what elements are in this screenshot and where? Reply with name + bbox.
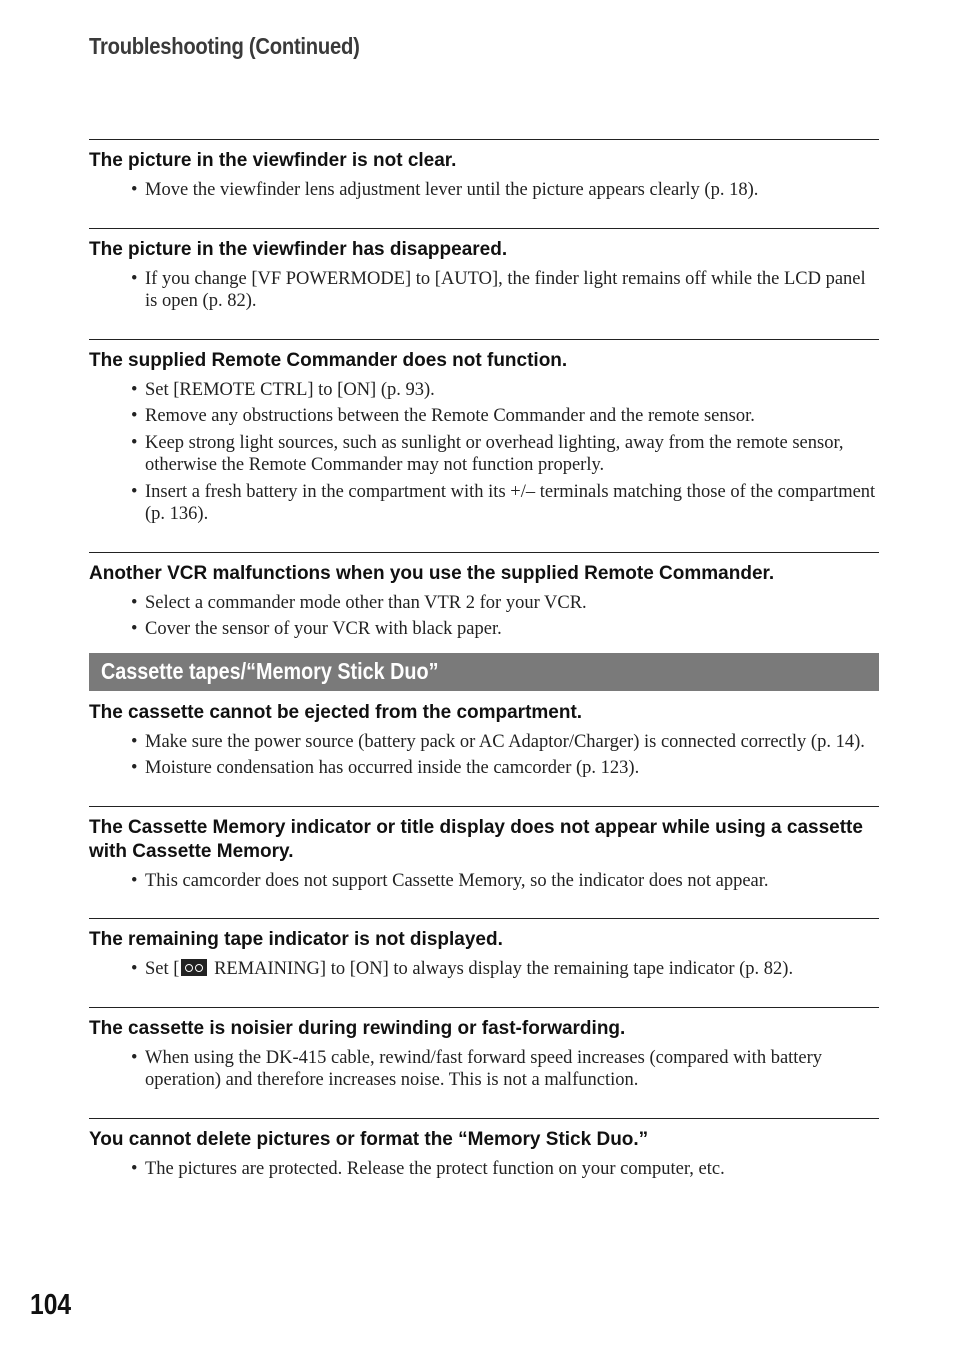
bullet-dot: • [131, 379, 138, 400]
bullet-dot: • [131, 406, 138, 426]
bullet-dot: • [131, 481, 138, 502]
topic-cassette-eject [89, 691, 879, 806]
list-item [89, 379, 879, 402]
section-title: Cassette tapes/“Memory Stick Duo” [101, 658, 439, 684]
list-item [89, 757, 879, 780]
bullet-list [89, 1158, 879, 1181]
topic-heading: The Cassette Memory indicator or title display does not appear while using a cassette with Cassette Memory. [89, 816, 863, 862]
list-item [89, 179, 879, 202]
bullet-dot: • [131, 959, 138, 979]
bullet-dot: • [131, 619, 138, 639]
list-item-text: This camcorder does not support Cassette Memory, so the indicator does not appear. [145, 870, 769, 891]
bullet-dot: • [131, 432, 138, 453]
bullet-list [89, 379, 879, 526]
topic-remaining-tape [89, 918, 879, 1007]
topic-vcr-malfunction [89, 552, 879, 641]
bullet-dot: • [131, 1158, 138, 1179]
topic-cassette-memory [89, 806, 879, 919]
bullet-list [89, 592, 879, 641]
list-item [89, 1047, 879, 1092]
list-item-text: Select a commander mode other than VTR 2 for your VCR. [145, 592, 587, 613]
list-item-text-suffix: REMAINING] to [ON] to always display the remaining tape indicator (p. 82). [209, 959, 794, 979]
list-item-text: Cover the sensor of your VCR with black paper. [145, 619, 502, 639]
list-item-text: Move the viewfinder lens adjustment lever until the picture appears clearly (p. 18). [145, 180, 759, 200]
list-item-text: When using the DK-415 cable, rewind/fast forward speed increases (compared with battery operation) and therefore increases noise. This is not a malfunction. [145, 1047, 823, 1090]
section-header-band [89, 653, 879, 691]
topic-heading: You cannot delete pictures or format the “Memory Stick Duo.” [89, 1128, 649, 1150]
topic-heading: The picture in the viewfinder is not clear. [89, 150, 457, 171]
topic-remote-commander [89, 339, 879, 552]
list-item-text-prefix: Set [ [145, 959, 180, 979]
tape-icon [181, 959, 207, 976]
bullet-list [89, 179, 879, 202]
topic-heading: Another VCR malfunctions when you use the supplied Remote Commander. [89, 562, 775, 584]
topic-heading: The supplied Remote Commander does not function. [89, 349, 568, 371]
topic-viewfinder-disappeared [89, 228, 879, 339]
bullet-list [89, 958, 879, 981]
list-item [89, 958, 879, 981]
list-item [89, 731, 879, 754]
bullet-list [89, 731, 879, 780]
list-item [89, 618, 879, 641]
topic-heading: The cassette cannot be ejected from the compartment. [89, 701, 583, 723]
list-item-text: Keep strong light sources, such as sunlight or overhead lighting, away from the remote sensor, otherwise the Remote Commander may not function properly. [145, 432, 844, 475]
page-number: 104 [30, 1289, 72, 1321]
list-item-text: Remove any obstructions between the Remote Commander and the remote sensor. [145, 406, 755, 426]
list-item-text: The pictures are protected. Release the protect function on your computer, etc. [145, 1158, 725, 1179]
topic-heading: The cassette is noisier during rewinding or fast-forwarding. [89, 1017, 626, 1039]
list-item [89, 405, 879, 428]
bullet-list [89, 870, 879, 893]
bullet-list [89, 268, 879, 313]
topic-memory-stick-delete [89, 1118, 879, 1181]
list-item [89, 268, 879, 313]
list-item-text: If you change [VF POWERMODE] to [AUTO], the finder light remains off while the LCD panel is open (p. 82). [145, 268, 866, 311]
list-item-text: Set [REMOTE CTRL] to [ON] (p. 93). [145, 379, 435, 400]
troubleshooting-content [89, 139, 879, 1184]
bullet-list [89, 1047, 879, 1092]
list-item-text: Insert a fresh battery in the compartment with its +/– terminals matching those of the compartment (p. 136). [145, 481, 876, 524]
bullet-dot: • [131, 731, 138, 752]
bullet-dot: • [131, 180, 138, 200]
bullet-dot: • [131, 268, 138, 289]
list-item [89, 1158, 879, 1181]
list-item [89, 481, 879, 526]
bullet-dot: • [131, 870, 138, 891]
list-item [89, 592, 879, 615]
bullet-dot: • [131, 1047, 138, 1068]
bullet-dot: • [131, 592, 138, 613]
topic-heading: The remaining tape indicator is not displayed. [89, 929, 503, 950]
list-item-text: Make sure the power source (battery pack or AC Adaptor/Charger) is connected correctly (p. 14). [145, 731, 865, 752]
list-item [89, 870, 879, 893]
topic-cassette-noise [89, 1007, 879, 1118]
list-item-text: Moisture condensation has occurred inside the camcorder (p. 123). [145, 758, 640, 778]
bullet-dot: • [131, 758, 138, 778]
page-header-title: Troubleshooting (Continued) [89, 33, 360, 59]
topic-viewfinder-not-clear [89, 139, 879, 228]
topic-heading: The picture in the viewfinder has disappeared. [89, 238, 508, 260]
list-item [89, 432, 879, 477]
